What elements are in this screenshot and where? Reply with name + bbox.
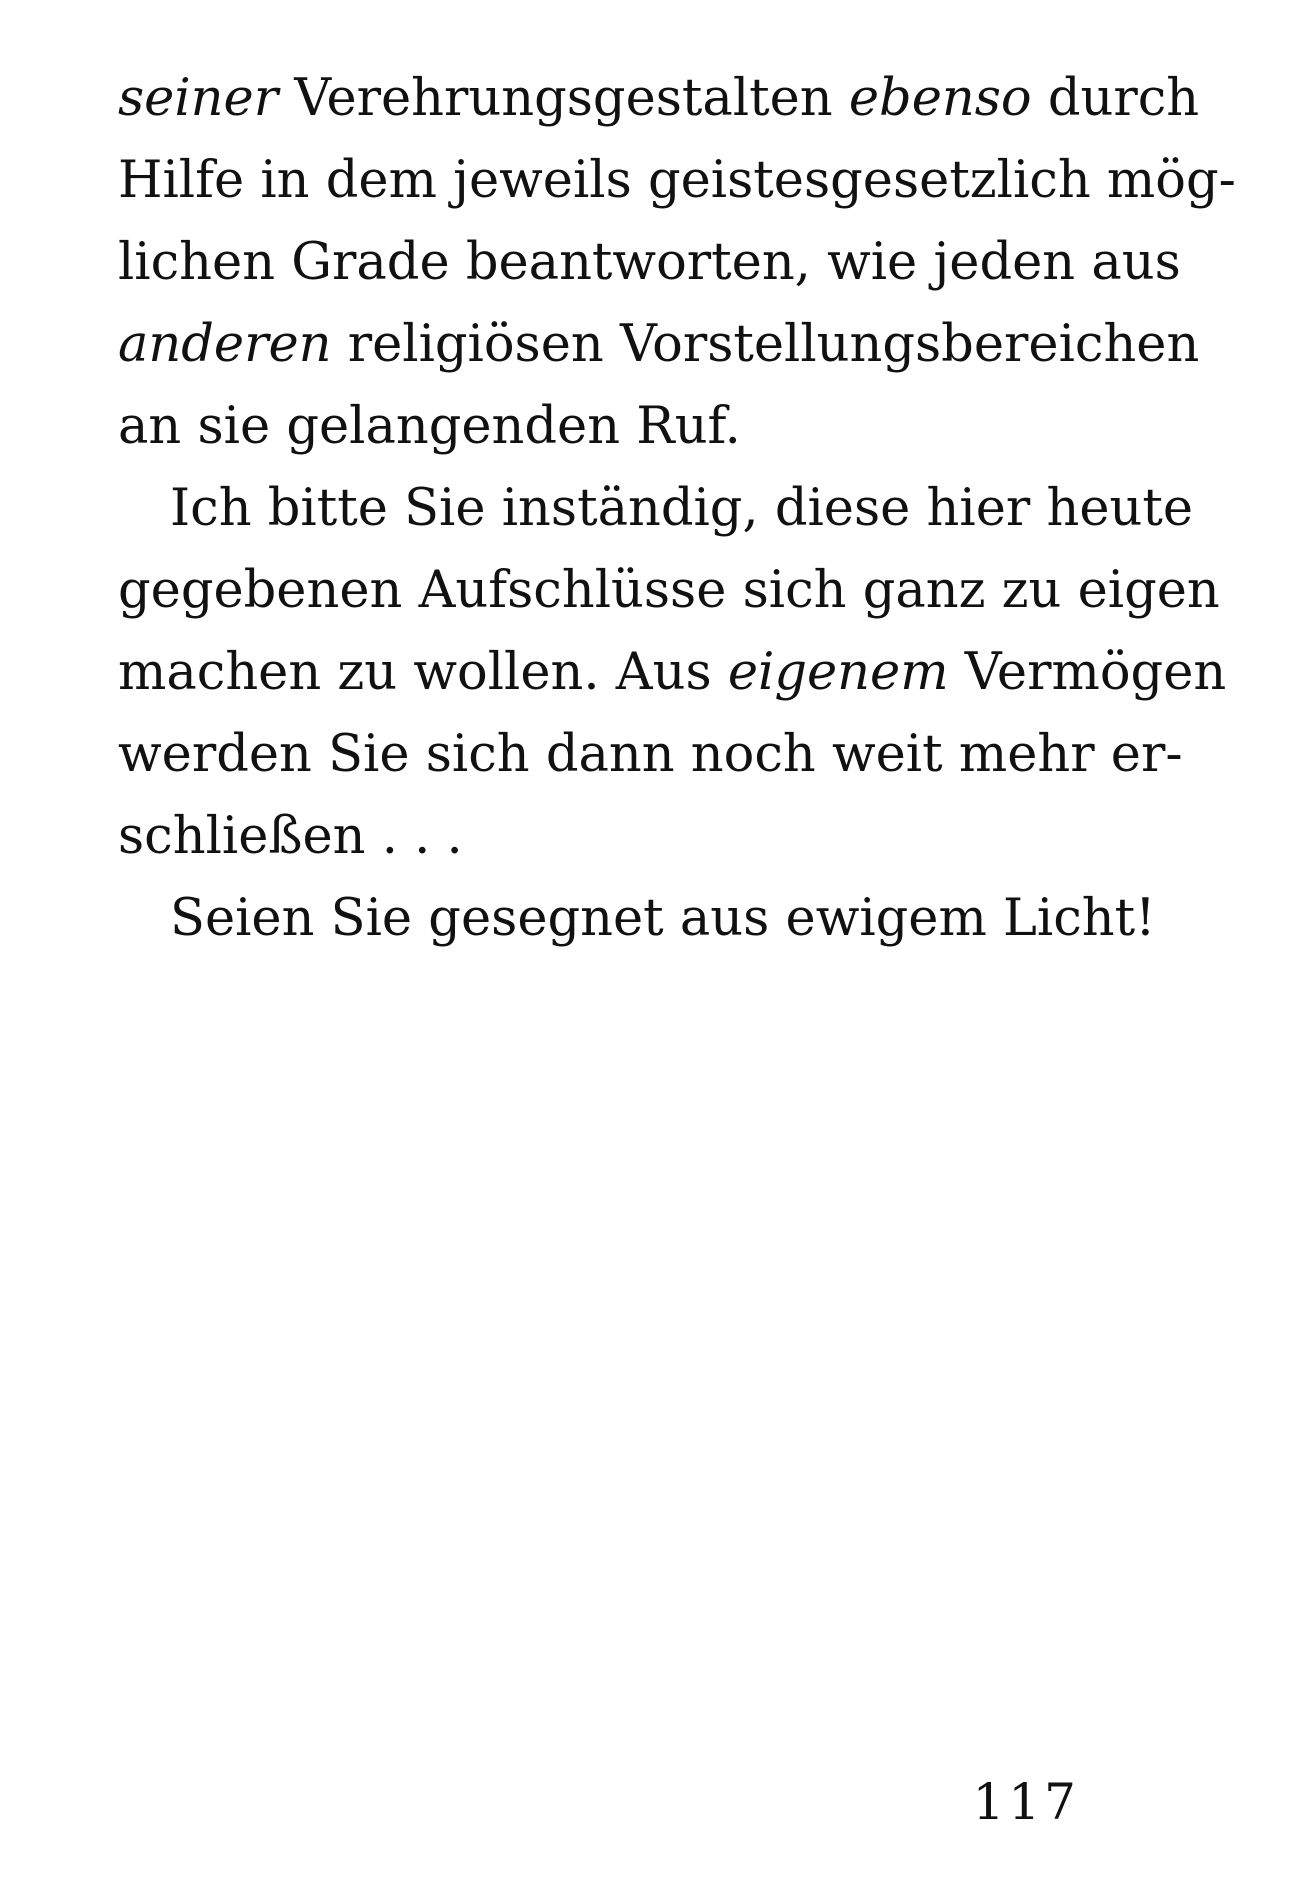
- text-line-8: [118, 632, 1227, 714]
- text-run: Hilfe in dem jeweils geistesgesetzlich mög-: [118, 151, 1236, 210]
- emphasis-word: eigenem: [727, 643, 949, 702]
- text-line-3: [118, 222, 1181, 304]
- text-run: Ich bitte Sie inständig, diese hier heute: [170, 479, 1194, 538]
- text-run: schließen . . .: [118, 807, 463, 866]
- text-line-7: [118, 550, 1220, 632]
- text-run: gegebenen Aufschlüsse sich ganz zu eigen: [118, 561, 1220, 620]
- text-line-2: [118, 140, 1236, 222]
- text-run: Verehrungsgestalten: [278, 69, 849, 128]
- text-run: religiösen Vorstellungsbereichen: [331, 315, 1200, 374]
- text-run: durch: [1031, 69, 1200, 128]
- text-run: Seien Sie gesegnet aus ewigem Licht!: [170, 889, 1156, 948]
- text-line-4: [118, 304, 1200, 386]
- emphasis-word: ebenso: [848, 69, 1032, 128]
- text-line-9: [118, 714, 1183, 796]
- text-line-6: [118, 468, 1194, 550]
- text-line-1: [118, 58, 1200, 140]
- text-run: lichen Grade beantworten, wie jeden aus: [118, 233, 1181, 292]
- text-line-5: [118, 386, 1078, 468]
- emphasis-word: seiner: [118, 69, 279, 128]
- text-run: an sie gelangenden Ruf.: [118, 397, 741, 456]
- text-run: werden Sie sich dann noch weit mehr er-: [118, 725, 1183, 784]
- text-run: Vermögen: [948, 643, 1227, 702]
- text-line-11: [118, 878, 1156, 960]
- text-line-10: [118, 796, 1078, 878]
- page-number: 117: [972, 1773, 1080, 1831]
- text-run: machen zu wollen. Aus: [118, 643, 728, 702]
- emphasis-word: anderen: [118, 315, 332, 374]
- body-text: [118, 58, 1236, 960]
